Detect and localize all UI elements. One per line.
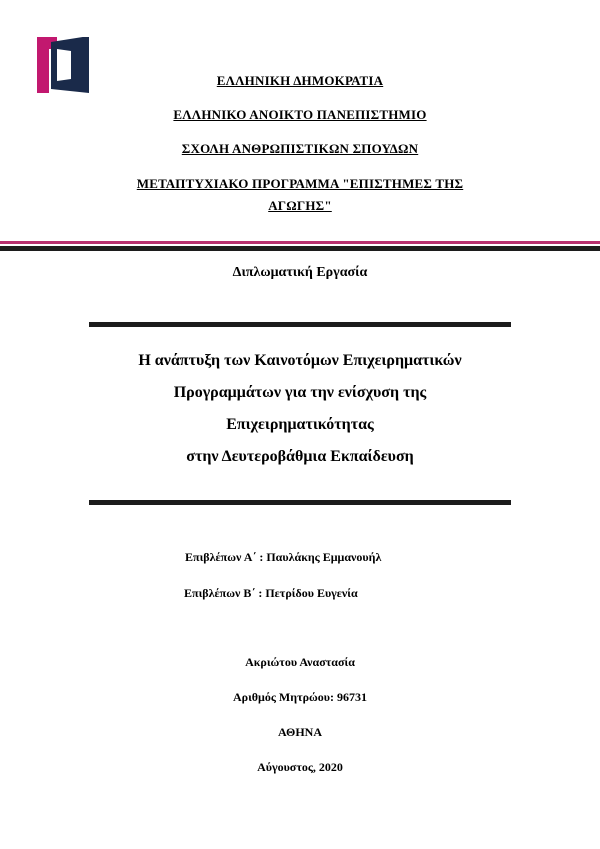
title-line-3: Επιχειρηματικότητας: [226, 416, 374, 433]
supervisor-a: Επιβλέπων Α΄ : Παυλάκης Εμμανουήλ: [185, 550, 382, 564]
title-line-4: στην Δευτεροβάθμια Εκπαίδευση: [186, 448, 414, 465]
title-rule-bottom: [89, 500, 511, 505]
city: ΑΘΗΝΑ: [278, 725, 322, 739]
title-line-2: Προγραμμάτων για την ενίσχυση της: [173, 384, 427, 401]
header-republic: ΕΛΛΗΝΙΚΗ ΔΗΜΟΚΡΑΤΙΑ: [216, 73, 384, 88]
document-type: Διπλωματική Εργασία: [232, 265, 368, 280]
header-programme-line1: ΜΕΤΑΠΤΥΧΙΑΚΟ ΠΡΟΓΡΑΜΜΑ "ΕΠΙΣΤΗΜΕΣ ΤΗΣ: [136, 176, 464, 191]
author-name: Ακριώτου Αναστασία: [245, 655, 355, 669]
registration-number: Αριθμός Μητρώου: 96731: [232, 690, 368, 704]
date: Αύγουστος, 2020: [257, 760, 343, 774]
header-programme-line2: ΑΓΩΓΗΣ": [268, 198, 332, 213]
supervisor-b: Επιβλέπων Β΄ : Πετρίδου Ευγενία: [184, 586, 358, 600]
header-school: ΣΧΟΛΗ ΑΝΘΡΩΠΙΣΤΙΚΩΝ ΣΠΟΥΔΩΝ: [181, 141, 419, 156]
divider-dark: [0, 246, 600, 251]
title-line-1: Η ανάπτυξη των Καινοτόμων Επιχειρηματικών: [138, 352, 462, 369]
title-rule-top: [89, 322, 511, 327]
header-university: ΕΛΛΗΝΙΚΟ ΑΝΟΙΚΤΟ ΠΑΝΕΠΙΣΤΗΜΙΟ: [173, 107, 427, 122]
divider-pink: [0, 241, 600, 244]
